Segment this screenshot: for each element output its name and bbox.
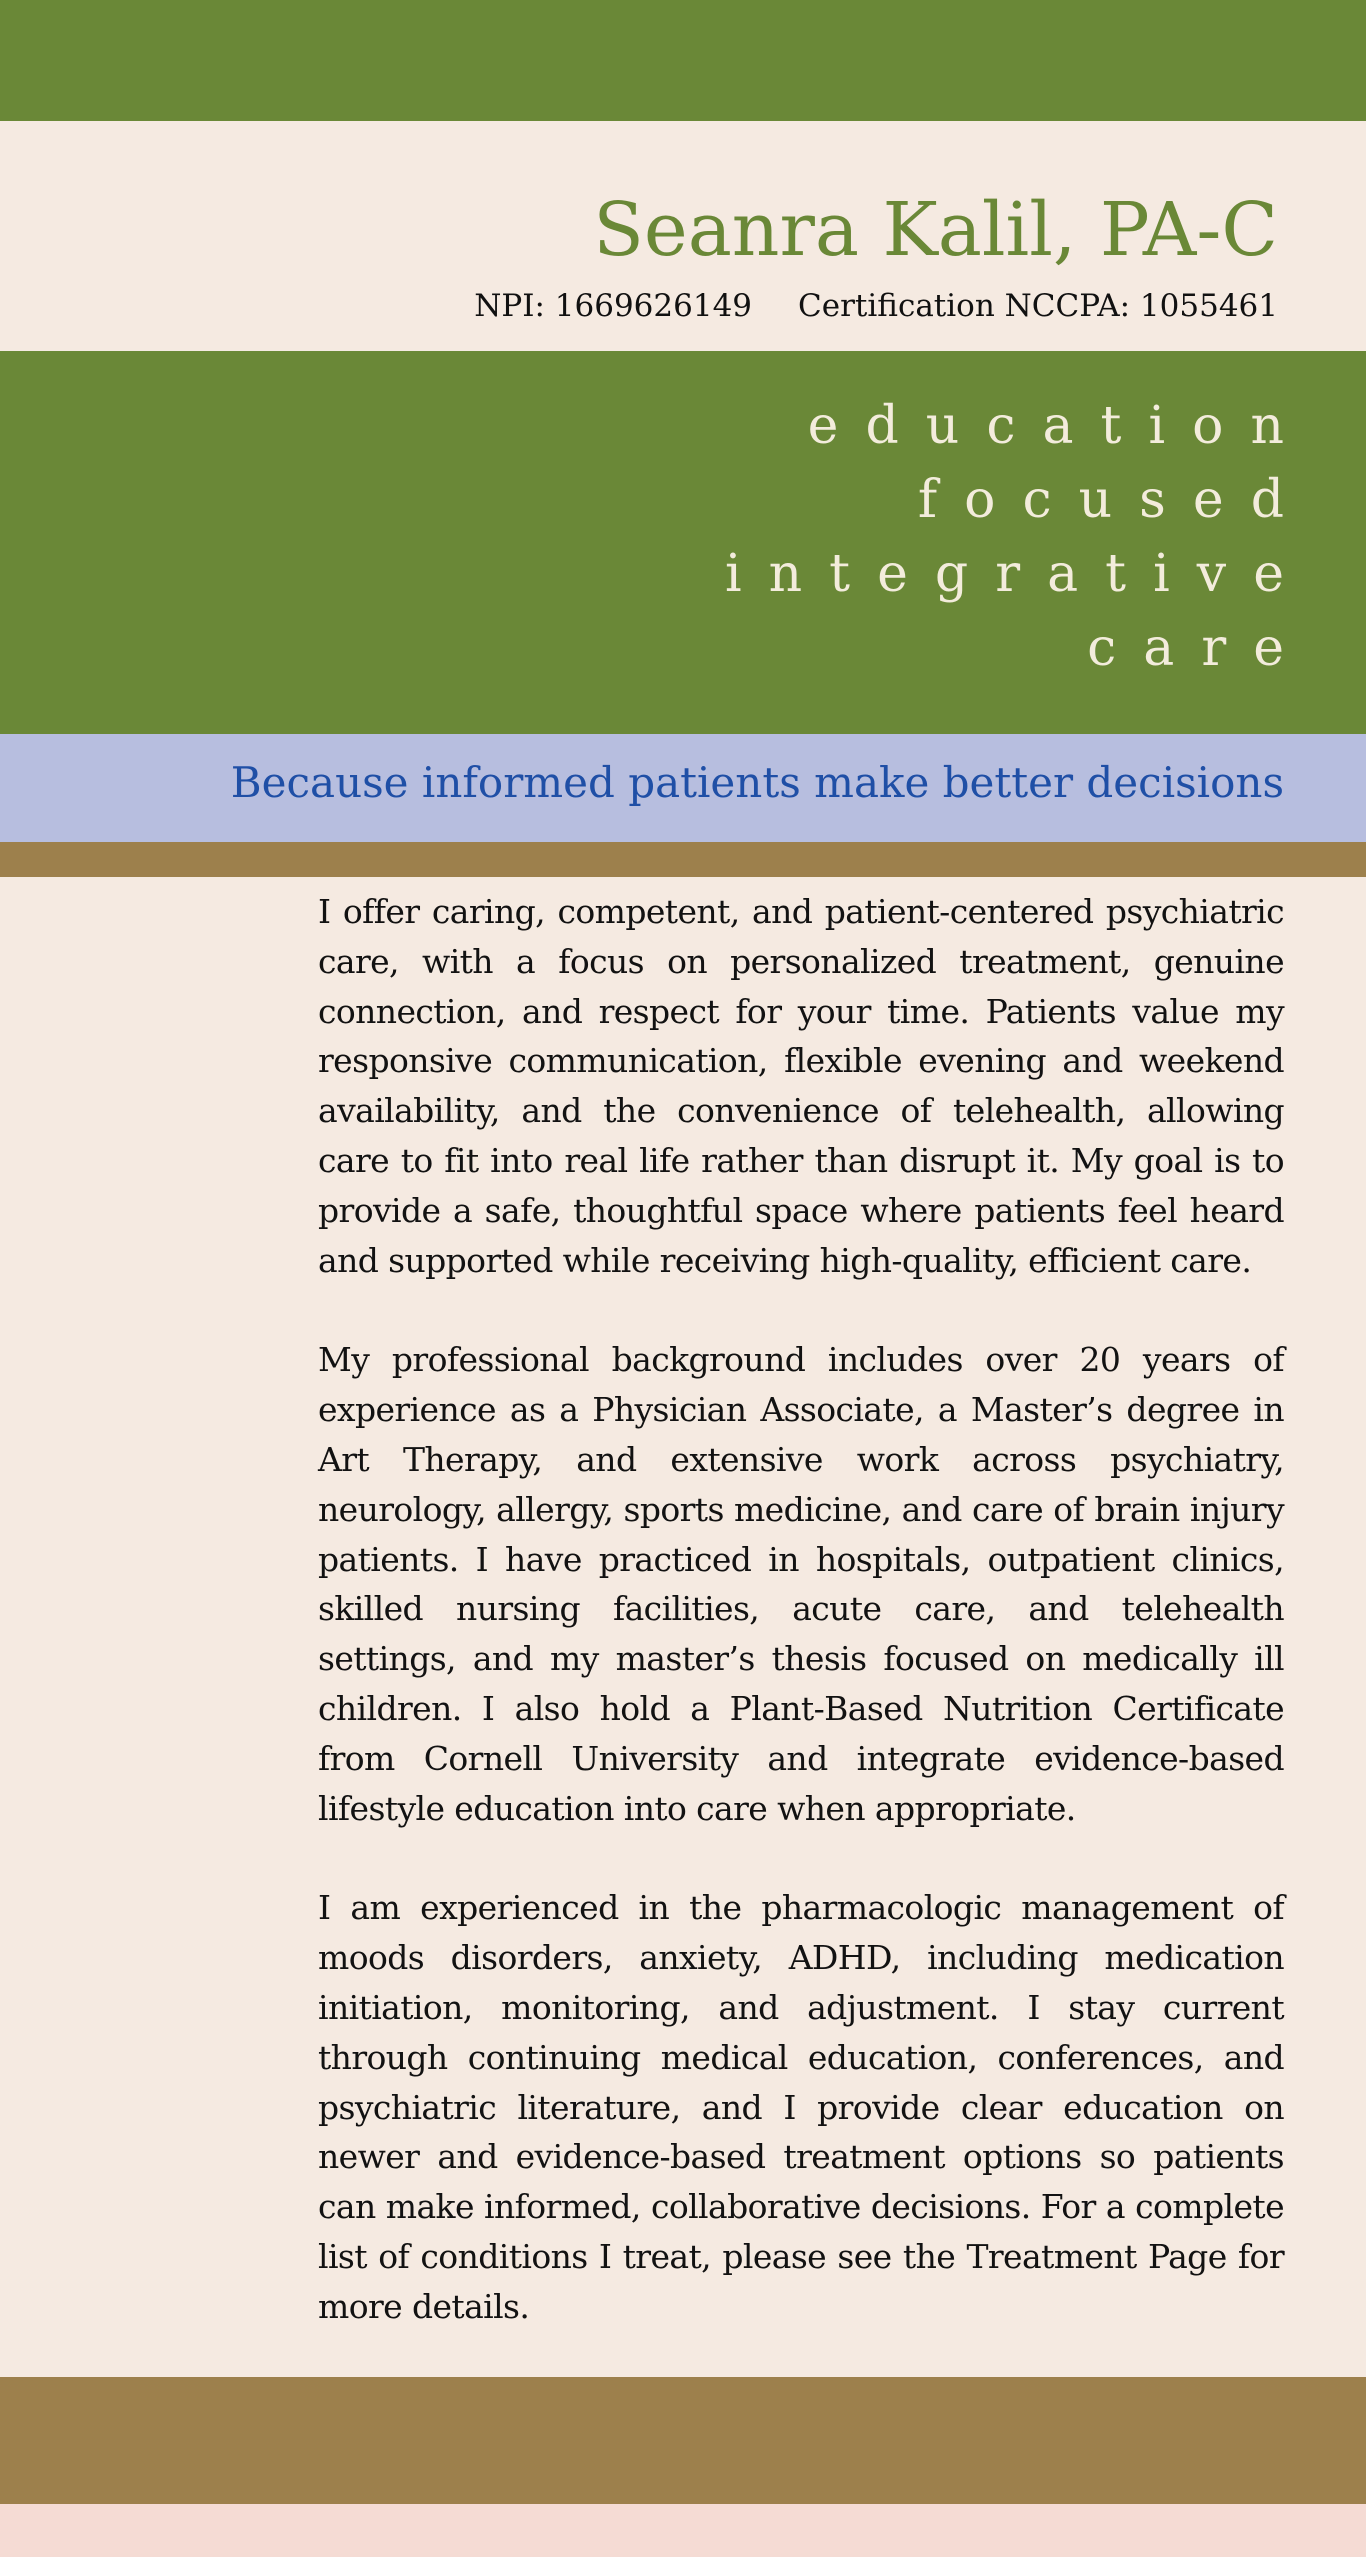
top-color-band [0, 0, 1366, 121]
bottom-band [0, 2504, 1366, 2557]
about-paragraph: My professional background includes over 20 years of experience as a Physician Associate, a Master’s degree in Art Therapy, and extensive work across psychiatry, neurology, allergy, sports medicine, and care of brain injury patients. I have practiced in hospitals, outpatient clinics, skilled nursing facilities, acute care, and telehealth settings, and my master’s thesis focused on medically ill children. I also hold a Plant-Based Nutrition Certificate from Cornell University and integrate evidence-based lifestyle education into care when appropriate. [318, 1340, 1284, 1828]
about-paragraph: I am experienced in the pharmacologic management of moods disorders, anxiety, ADHD, including medication initiation, monitoring, and adjustment. I stay current through continuing medical education, conferences, and psychiatric literature, and I provide clear education on newer and evidence-based treatment options so patients can make informed, collaborative decisions. For a complete list of conditions I treat, please see the Treatment Page for more details. [318, 1888, 1284, 2326]
about-content [318, 887, 1284, 2382]
npi-number: NPI: 1669626149 [474, 288, 753, 324]
motto-text: Because informed patients make better decisions [230, 758, 1284, 807]
about-paragraph: I offer caring, competent, and patient-centered psychiatric care, with a focus on personalized treatment, genuine connection, and respect for your time. Patients value my responsive communication, flexible evening and weekend availability, and the convenience of telehealth, allowing care to fit into real life rather than disrupt it. My goal is to provide a safe, thoughtful space where patients feel heard and supported while receiving high-quality, efficient care. [318, 892, 1284, 1280]
divider-stripe [0, 842, 1366, 877]
provider-name: Seanra Kalil, PA-C [593, 187, 1278, 273]
motto-banner [0, 734, 1366, 842]
tagline-line: integrative [724, 544, 1312, 604]
tagline [725, 389, 1311, 685]
footer-band [0, 2377, 1366, 2504]
tagline-banner [0, 351, 1366, 734]
tagline-line: focused [917, 470, 1312, 530]
tagline-line: care [1087, 618, 1312, 678]
site-header [0, 121, 1366, 351]
tagline-line: education [807, 396, 1312, 456]
credentials-line [474, 288, 1278, 324]
certification-number: Certification NCCPA: 1055461 [798, 288, 1278, 324]
